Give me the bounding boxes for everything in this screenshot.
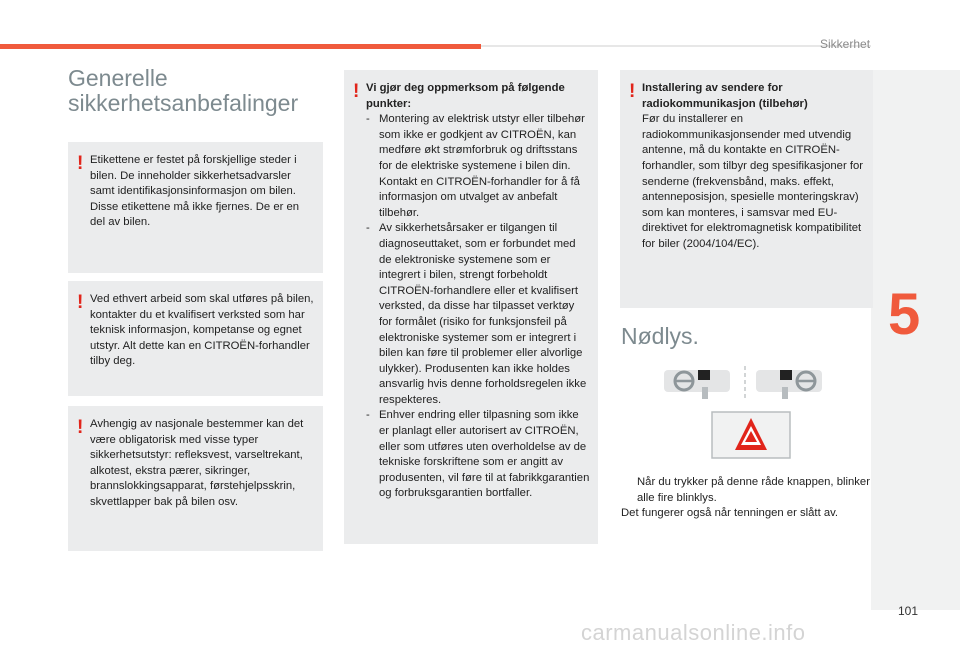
warning-text-labels: Etikettene er festet på forskjellige steder i bilen. De inneholder sikkerhetsadvarsler samt identifikasjonsinformasjon om bilen. Disse etikettene må ikke fjernes. De er en del av bilen.: [90, 154, 300, 229]
hazard-instructions: [621, 475, 871, 522]
warning-box-points: [344, 70, 598, 544]
list-item-text: Montering av elektrisk utstyr eller tilbehør som ikke er godkjent av CITROËN, kan medføre økt strømforbruk og driftsstans for de elektriske systemene i bilen din. Kontakt en CITROËN-forhandler for å få informasjon om utvalget av anbefalt tilbehør.: [379, 113, 585, 219]
points-list: [366, 112, 590, 502]
warning-text-workshop: Ved ethvert arbeid som skal utføres på bilen, kontakter du et kvalifisert verksted som har teknisk informasjon, kompetanse og egnet utstyr. Alt dette kan en CITROËN-forhandler tilby deg.: [90, 293, 314, 368]
warning-box-radio: [620, 70, 873, 308]
warning-icon: !: [353, 81, 360, 102]
note-text: Det fungerer også når tenningen er slått av.: [621, 507, 839, 520]
list-item: [366, 112, 590, 221]
points-heading: Vi gjør deg oppmerksom på følgende punkter:: [366, 82, 565, 110]
steering-wheel-left-icon: [664, 370, 730, 399]
steering-wheel-right-icon: [756, 370, 822, 399]
dash-marker: -: [366, 409, 370, 422]
radio-text: Før du installerer en radiokommunikasjonsender med utvendig antenne, må du kontakte en CITROËN-forhandler, som tilbyr deg spesifikasjoner for senderne (frekvensbånd, maks. effekt, antenneposisjon, spesielle monteringskrav) som kan monteres, i samsvar med EU-direktivet for elektromagnetisk kompatibilitet for biler (2004/104/EC).: [642, 113, 864, 250]
top-accent-bar: [0, 44, 481, 49]
page-title-line2: sikkerhetsanbefalinger: [68, 90, 299, 116]
list-item-text: Enhver endring eller tilpasning som ikke er planlagt eller autorisert av CITROËN, eller som utføres uten overholdelse av de tekniske forskriftene som er angitt av produsenten, vil føre til at fabrikkgarantien og forbruksgarantien bortfaller.: [379, 409, 590, 500]
dash-marker: -: [366, 222, 370, 235]
hazard-warning-icon: [712, 412, 790, 458]
warning-icon: !: [77, 417, 84, 438]
warning-icon: !: [629, 81, 636, 102]
section-heading-hazard: Nødlys.: [621, 323, 699, 349]
radio-heading: Installering av sendere for radiokommunikasjon (tilbehør): [642, 82, 808, 110]
dash-marker: -: [366, 113, 370, 126]
list-item: [366, 221, 590, 408]
instruction-text: Når du trykker på denne råde knappen, blinker alle fire blinklys.: [637, 476, 870, 504]
page-title: [68, 66, 328, 116]
warning-icon: !: [77, 292, 84, 313]
warning-icon: !: [77, 153, 84, 174]
page-number: 101: [898, 604, 919, 618]
hazard-button-illustration: [660, 364, 830, 459]
warning-text-equipment: Avhengig av nasjonale bestemmer kan det være obligatorisk med visse typer sikkerhetsutstyr: refleksvest, varseltrekant, alkotest, ekstra pærer, sikringer, brannslokkingsapparat, førstehjelpsskrin, skvettlapper bak på bilen osv.: [90, 418, 304, 508]
watermark: carmanualsonline.info: [581, 620, 806, 645]
section-title: Sikkerhet: [820, 37, 871, 51]
chapter-number: 5: [888, 282, 921, 347]
list-item-text: Av sikkerhetsårsaker er tilgangen til diagnoseuttaket, som er forbundet med de elektroniske systemene som er integrert i bilen, strengt forbeholdt CITROËN-forhandlere eller et kvalifisert verksted, da disse har tilpasset verktøy for formålet (risiko for funksjonsfeil på elektroniske systemer som er integrert i bilen kan føre til problemer eller alvorlige ulykker). Produsenten kan ikke holdes ansvarlig hvis denne forholdsregelen ikke respekteres.: [379, 222, 587, 406]
page-title-line1: Generelle: [68, 65, 168, 91]
list-item: [366, 408, 590, 502]
warning-box-workshop: [68, 281, 323, 396]
top-rule: [481, 45, 871, 47]
warning-box-labels: [68, 142, 323, 273]
warning-box-equipment: [68, 406, 323, 551]
